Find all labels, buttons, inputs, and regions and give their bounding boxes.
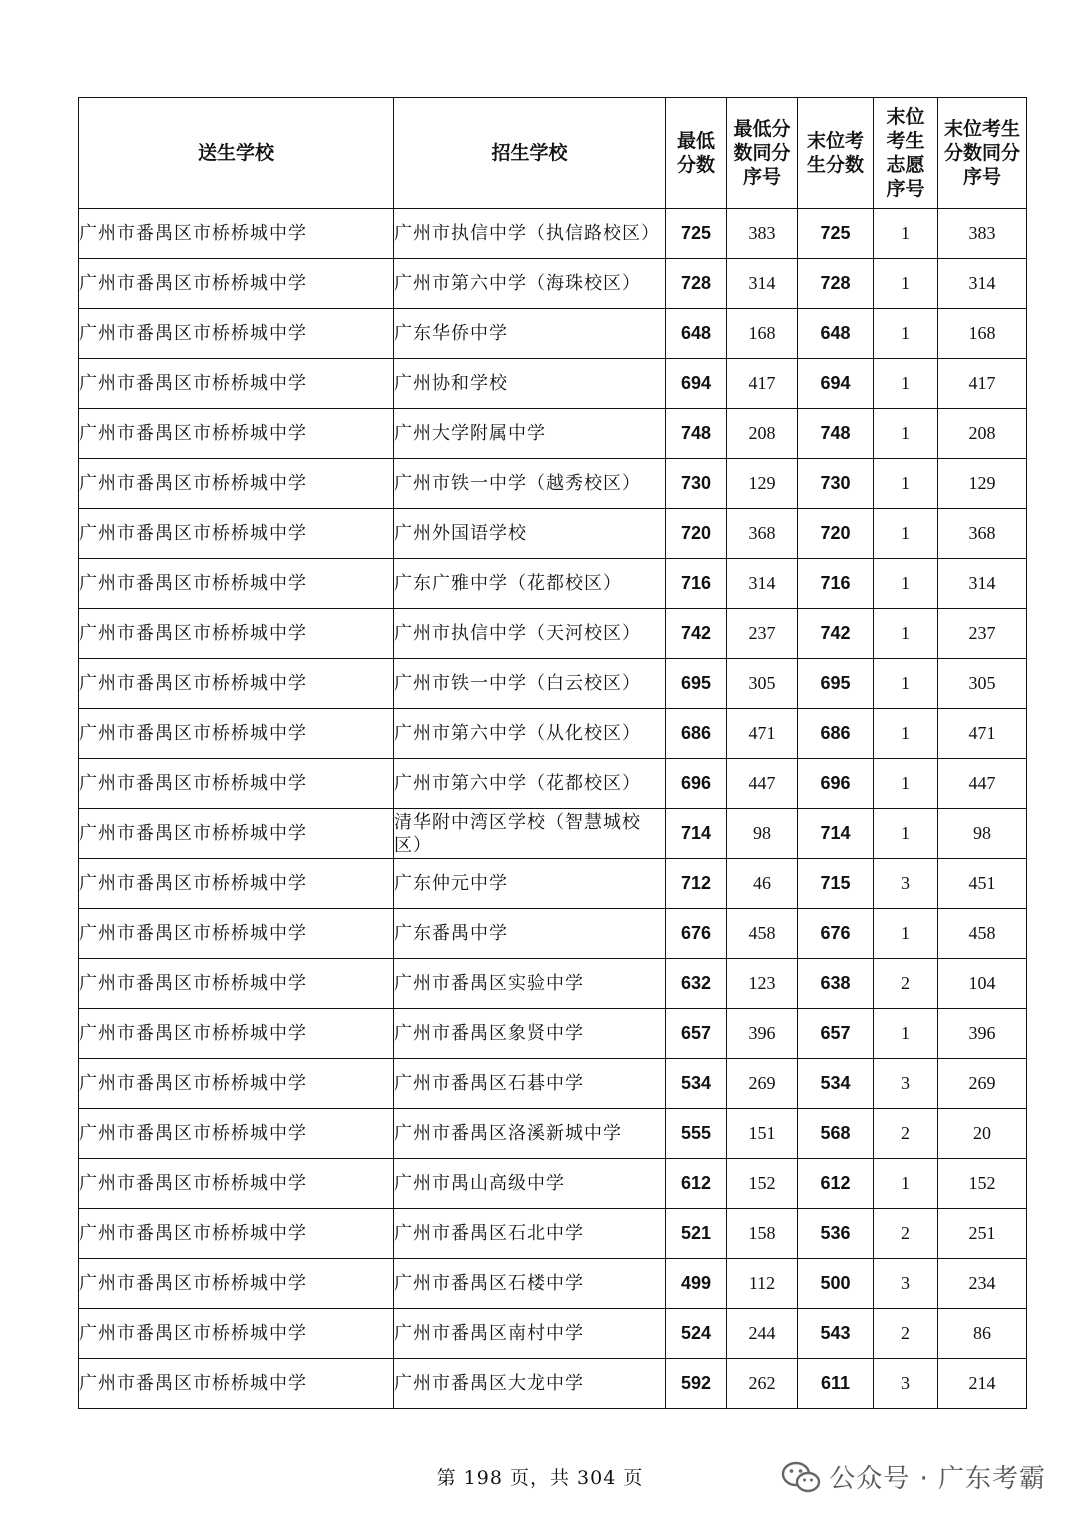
table-cell: 广州市番禺区洛溪新城中学 — [394, 1109, 666, 1159]
table-cell: 1 — [874, 459, 938, 509]
table-cell: 广州市番禺区市桥桥城中学 — [79, 1159, 394, 1209]
table-cell: 1 — [874, 1159, 938, 1209]
table-cell: 244 — [727, 1309, 798, 1359]
table-cell: 499 — [666, 1259, 727, 1309]
table-cell: 104 — [938, 959, 1027, 1009]
table-cell: 742 — [798, 609, 874, 659]
table-row — [79, 459, 1027, 509]
table-row — [79, 659, 1027, 709]
table-cell: 417 — [727, 359, 798, 409]
table-cell: 524 — [666, 1309, 727, 1359]
table-cell: 611 — [798, 1359, 874, 1409]
table-cell: 1 — [874, 709, 938, 759]
table-cell: 129 — [938, 459, 1027, 509]
table-cell: 305 — [938, 659, 1027, 709]
watermark-text: 公众号 · 广东考霸 — [829, 1464, 1046, 1494]
table-cell: 269 — [727, 1059, 798, 1109]
column-header: 最低 分数 — [666, 98, 727, 209]
table-cell: 151 — [727, 1109, 798, 1159]
table-cell: 314 — [727, 259, 798, 309]
table-cell: 1 — [874, 209, 938, 259]
table-row — [79, 959, 1027, 1009]
table-cell: 262 — [727, 1359, 798, 1409]
table-cell: 748 — [666, 409, 727, 459]
table-row — [79, 859, 1027, 909]
table-cell: 730 — [666, 459, 727, 509]
table-cell: 612 — [666, 1159, 727, 1209]
table-cell: 广州市番禺区象贤中学 — [394, 1009, 666, 1059]
table-cell: 广州市番禺区市桥桥城中学 — [79, 709, 394, 759]
table-cell: 广州大学附属中学 — [394, 409, 666, 459]
table-cell: 广东番禺中学 — [394, 909, 666, 959]
table-row — [79, 1059, 1027, 1109]
table-cell: 广州市番禺区石楼中学 — [394, 1259, 666, 1309]
table-row — [79, 1009, 1027, 1059]
table-cell: 686 — [666, 709, 727, 759]
table-cell: 3 — [874, 1259, 938, 1309]
table-cell: 447 — [727, 759, 798, 809]
table-cell: 1 — [874, 509, 938, 559]
table-cell: 2 — [874, 1109, 938, 1159]
table-cell: 广州市番禺区市桥桥城中学 — [79, 459, 394, 509]
table-row — [79, 1209, 1027, 1259]
table-cell: 广州市番禺区市桥桥城中学 — [79, 559, 394, 609]
table-cell: 368 — [938, 509, 1027, 559]
table-cell: 715 — [798, 859, 874, 909]
table-header-row — [79, 98, 1027, 209]
table-row — [79, 559, 1027, 609]
column-header: 送生学校 — [79, 98, 394, 209]
table-cell: 720 — [798, 509, 874, 559]
table-cell: 2 — [874, 1209, 938, 1259]
column-header: 末位考生 分数同分 序号 — [938, 98, 1027, 209]
table-cell: 447 — [938, 759, 1027, 809]
table-row — [79, 759, 1027, 809]
table-cell: 648 — [798, 309, 874, 359]
table-cell: 广东广雅中学（花都校区） — [394, 559, 666, 609]
table-cell: 1 — [874, 309, 938, 359]
table-cell: 534 — [798, 1059, 874, 1109]
admission-table — [78, 97, 1027, 1409]
column-header: 末位 考生 志愿 序号 — [874, 98, 938, 209]
table-cell: 543 — [798, 1309, 874, 1359]
table-row — [79, 809, 1027, 859]
table-cell: 695 — [666, 659, 727, 709]
table-cell: 129 — [727, 459, 798, 509]
table-cell: 广州市番禺区市桥桥城中学 — [79, 359, 394, 409]
table-cell: 1 — [874, 759, 938, 809]
table-cell: 广州市番禺区市桥桥城中学 — [79, 1209, 394, 1259]
table-cell: 648 — [666, 309, 727, 359]
table-cell: 广州市番禺区实验中学 — [394, 959, 666, 1009]
table-cell: 568 — [798, 1109, 874, 1159]
table-cell: 686 — [798, 709, 874, 759]
table-cell: 广州市番禺区市桥桥城中学 — [79, 609, 394, 659]
column-header: 最低分 数同分 序号 — [727, 98, 798, 209]
table-row — [79, 1359, 1027, 1409]
table-cell: 广州市番禺区市桥桥城中学 — [79, 1059, 394, 1109]
table-cell: 458 — [727, 909, 798, 959]
table-cell: 237 — [727, 609, 798, 659]
table-cell: 98 — [938, 809, 1027, 859]
table-cell: 广州市番禺区市桥桥城中学 — [79, 209, 394, 259]
table-cell: 383 — [938, 209, 1027, 259]
table-cell: 417 — [938, 359, 1027, 409]
table-cell: 86 — [938, 1309, 1027, 1359]
table-cell: 广州市铁一中学（白云校区） — [394, 659, 666, 709]
table-cell: 536 — [798, 1209, 874, 1259]
page-number: 第 198 页，共 304 页 — [436, 1467, 644, 1489]
table-cell: 广州市禺山高级中学 — [394, 1159, 666, 1209]
table-cell: 1 — [874, 909, 938, 959]
table-cell: 694 — [798, 359, 874, 409]
table-cell: 208 — [938, 409, 1027, 459]
table-cell: 广州市番禺区大龙中学 — [394, 1359, 666, 1409]
table-cell: 695 — [798, 659, 874, 709]
table-cell: 632 — [666, 959, 727, 1009]
table-cell: 112 — [727, 1259, 798, 1309]
table-cell: 742 — [666, 609, 727, 659]
table-cell: 1 — [874, 359, 938, 409]
table-cell: 1 — [874, 1009, 938, 1059]
table-row — [79, 609, 1027, 659]
table-cell: 214 — [938, 1359, 1027, 1409]
table-cell: 2 — [874, 1309, 938, 1359]
table-row — [79, 209, 1027, 259]
table-cell: 广州市番禺区石北中学 — [394, 1209, 666, 1259]
table-cell: 451 — [938, 859, 1027, 909]
table-row — [79, 1109, 1027, 1159]
table-cell: 158 — [727, 1209, 798, 1259]
table-cell: 3 — [874, 1359, 938, 1409]
table-cell: 1 — [874, 609, 938, 659]
table-cell: 725 — [798, 209, 874, 259]
table-cell: 广州市番禺区市桥桥城中学 — [79, 309, 394, 359]
table-cell: 657 — [798, 1009, 874, 1059]
table-cell: 305 — [727, 659, 798, 709]
table-cell: 712 — [666, 859, 727, 909]
table-cell: 20 — [938, 1109, 1027, 1159]
table-cell: 676 — [798, 909, 874, 959]
table-cell: 725 — [666, 209, 727, 259]
table-cell: 728 — [798, 259, 874, 309]
table-cell: 714 — [666, 809, 727, 859]
table-row — [79, 1309, 1027, 1359]
table-cell: 1 — [874, 259, 938, 309]
table-cell: 696 — [798, 759, 874, 809]
table-cell: 208 — [727, 409, 798, 459]
column-header: 末位考 生分数 — [798, 98, 874, 209]
table-cell: 广州市铁一中学（越秀校区） — [394, 459, 666, 509]
table-cell: 500 — [798, 1259, 874, 1309]
table-cell: 广州市番禺区市桥桥城中学 — [79, 959, 394, 1009]
wechat-icon — [781, 1460, 821, 1494]
table-cell: 清华附中湾区学校（智慧城校区） — [394, 809, 666, 859]
table-cell: 716 — [798, 559, 874, 609]
table-cell: 1 — [874, 659, 938, 709]
table-cell: 广州市番禺区南村中学 — [394, 1309, 666, 1359]
table-cell: 广州市番禺区市桥桥城中学 — [79, 1359, 394, 1409]
table-cell: 314 — [938, 559, 1027, 609]
table-cell: 314 — [938, 259, 1027, 309]
table-cell: 广州市番禺区市桥桥城中学 — [79, 809, 394, 859]
table-cell: 730 — [798, 459, 874, 509]
table-row — [79, 509, 1027, 559]
table-cell: 555 — [666, 1109, 727, 1159]
table-cell: 152 — [727, 1159, 798, 1209]
table-cell: 314 — [727, 559, 798, 609]
table-cell: 广州市执信中学（执信路校区） — [394, 209, 666, 259]
table-cell: 748 — [798, 409, 874, 459]
table-cell: 694 — [666, 359, 727, 409]
table-cell: 251 — [938, 1209, 1027, 1259]
table-cell: 152 — [938, 1159, 1027, 1209]
table-cell: 168 — [727, 309, 798, 359]
table-cell: 714 — [798, 809, 874, 859]
table-cell: 1 — [874, 809, 938, 859]
table-cell: 广州市第六中学（花都校区） — [394, 759, 666, 809]
table-cell: 396 — [727, 1009, 798, 1059]
table-cell: 368 — [727, 509, 798, 559]
table-cell: 3 — [874, 859, 938, 909]
table-cell: 638 — [798, 959, 874, 1009]
table-cell: 98 — [727, 809, 798, 859]
table-cell: 广州市番禺区市桥桥城中学 — [79, 259, 394, 309]
table-cell: 396 — [938, 1009, 1027, 1059]
table-cell: 广东华侨中学 — [394, 309, 666, 359]
table-cell: 广州协和学校 — [394, 359, 666, 409]
table-cell: 广州市番禺区市桥桥城中学 — [79, 1109, 394, 1159]
table-cell: 广州市番禺区市桥桥城中学 — [79, 1309, 394, 1359]
table-cell: 广州外国语学校 — [394, 509, 666, 559]
table-cell: 广州市执信中学（天河校区） — [394, 609, 666, 659]
table-cell: 269 — [938, 1059, 1027, 1109]
table-cell: 471 — [938, 709, 1027, 759]
table-cell: 234 — [938, 1259, 1027, 1309]
table-cell: 720 — [666, 509, 727, 559]
table-cell: 广州市番禺区市桥桥城中学 — [79, 659, 394, 709]
table-cell: 广州市第六中学（海珠校区） — [394, 259, 666, 309]
table-cell: 534 — [666, 1059, 727, 1109]
table-row — [79, 309, 1027, 359]
table-cell: 168 — [938, 309, 1027, 359]
table-cell: 广州市番禺区市桥桥城中学 — [79, 1259, 394, 1309]
table-cell: 广东仲元中学 — [394, 859, 666, 909]
table-cell: 广州市番禺区市桥桥城中学 — [79, 1009, 394, 1059]
column-header: 招生学校 — [394, 98, 666, 209]
table-cell: 237 — [938, 609, 1027, 659]
table-cell: 广州市第六中学（从化校区） — [394, 709, 666, 759]
table-cell: 123 — [727, 959, 798, 1009]
table-row — [79, 409, 1027, 459]
table-cell: 3 — [874, 1059, 938, 1109]
table-cell: 728 — [666, 259, 727, 309]
table-cell: 383 — [727, 209, 798, 259]
watermark — [781, 1458, 1046, 1495]
table-cell: 46 — [727, 859, 798, 909]
table-row — [79, 909, 1027, 959]
table-cell: 1 — [874, 559, 938, 609]
table-cell: 广州市番禺区市桥桥城中学 — [79, 409, 394, 459]
table-cell: 1 — [874, 409, 938, 459]
table-row — [79, 709, 1027, 759]
table-cell: 广州市番禺区石碁中学 — [394, 1059, 666, 1109]
table-cell: 458 — [938, 909, 1027, 959]
table-cell: 广州市番禺区市桥桥城中学 — [79, 859, 394, 909]
table-cell: 521 — [666, 1209, 727, 1259]
table-cell: 592 — [666, 1359, 727, 1409]
table-cell: 696 — [666, 759, 727, 809]
table-cell: 广州市番禺区市桥桥城中学 — [79, 509, 394, 559]
table-cell: 657 — [666, 1009, 727, 1059]
table-cell: 676 — [666, 909, 727, 959]
table-body — [79, 209, 1027, 1409]
table-cell: 716 — [666, 559, 727, 609]
table-cell: 广州市番禺区市桥桥城中学 — [79, 759, 394, 809]
table-cell: 471 — [727, 709, 798, 759]
table-cell: 广州市番禺区市桥桥城中学 — [79, 909, 394, 959]
table-cell: 612 — [798, 1159, 874, 1209]
table-cell: 2 — [874, 959, 938, 1009]
table-row — [79, 359, 1027, 409]
table-row — [79, 1159, 1027, 1209]
table-row — [79, 1259, 1027, 1309]
table-row — [79, 259, 1027, 309]
